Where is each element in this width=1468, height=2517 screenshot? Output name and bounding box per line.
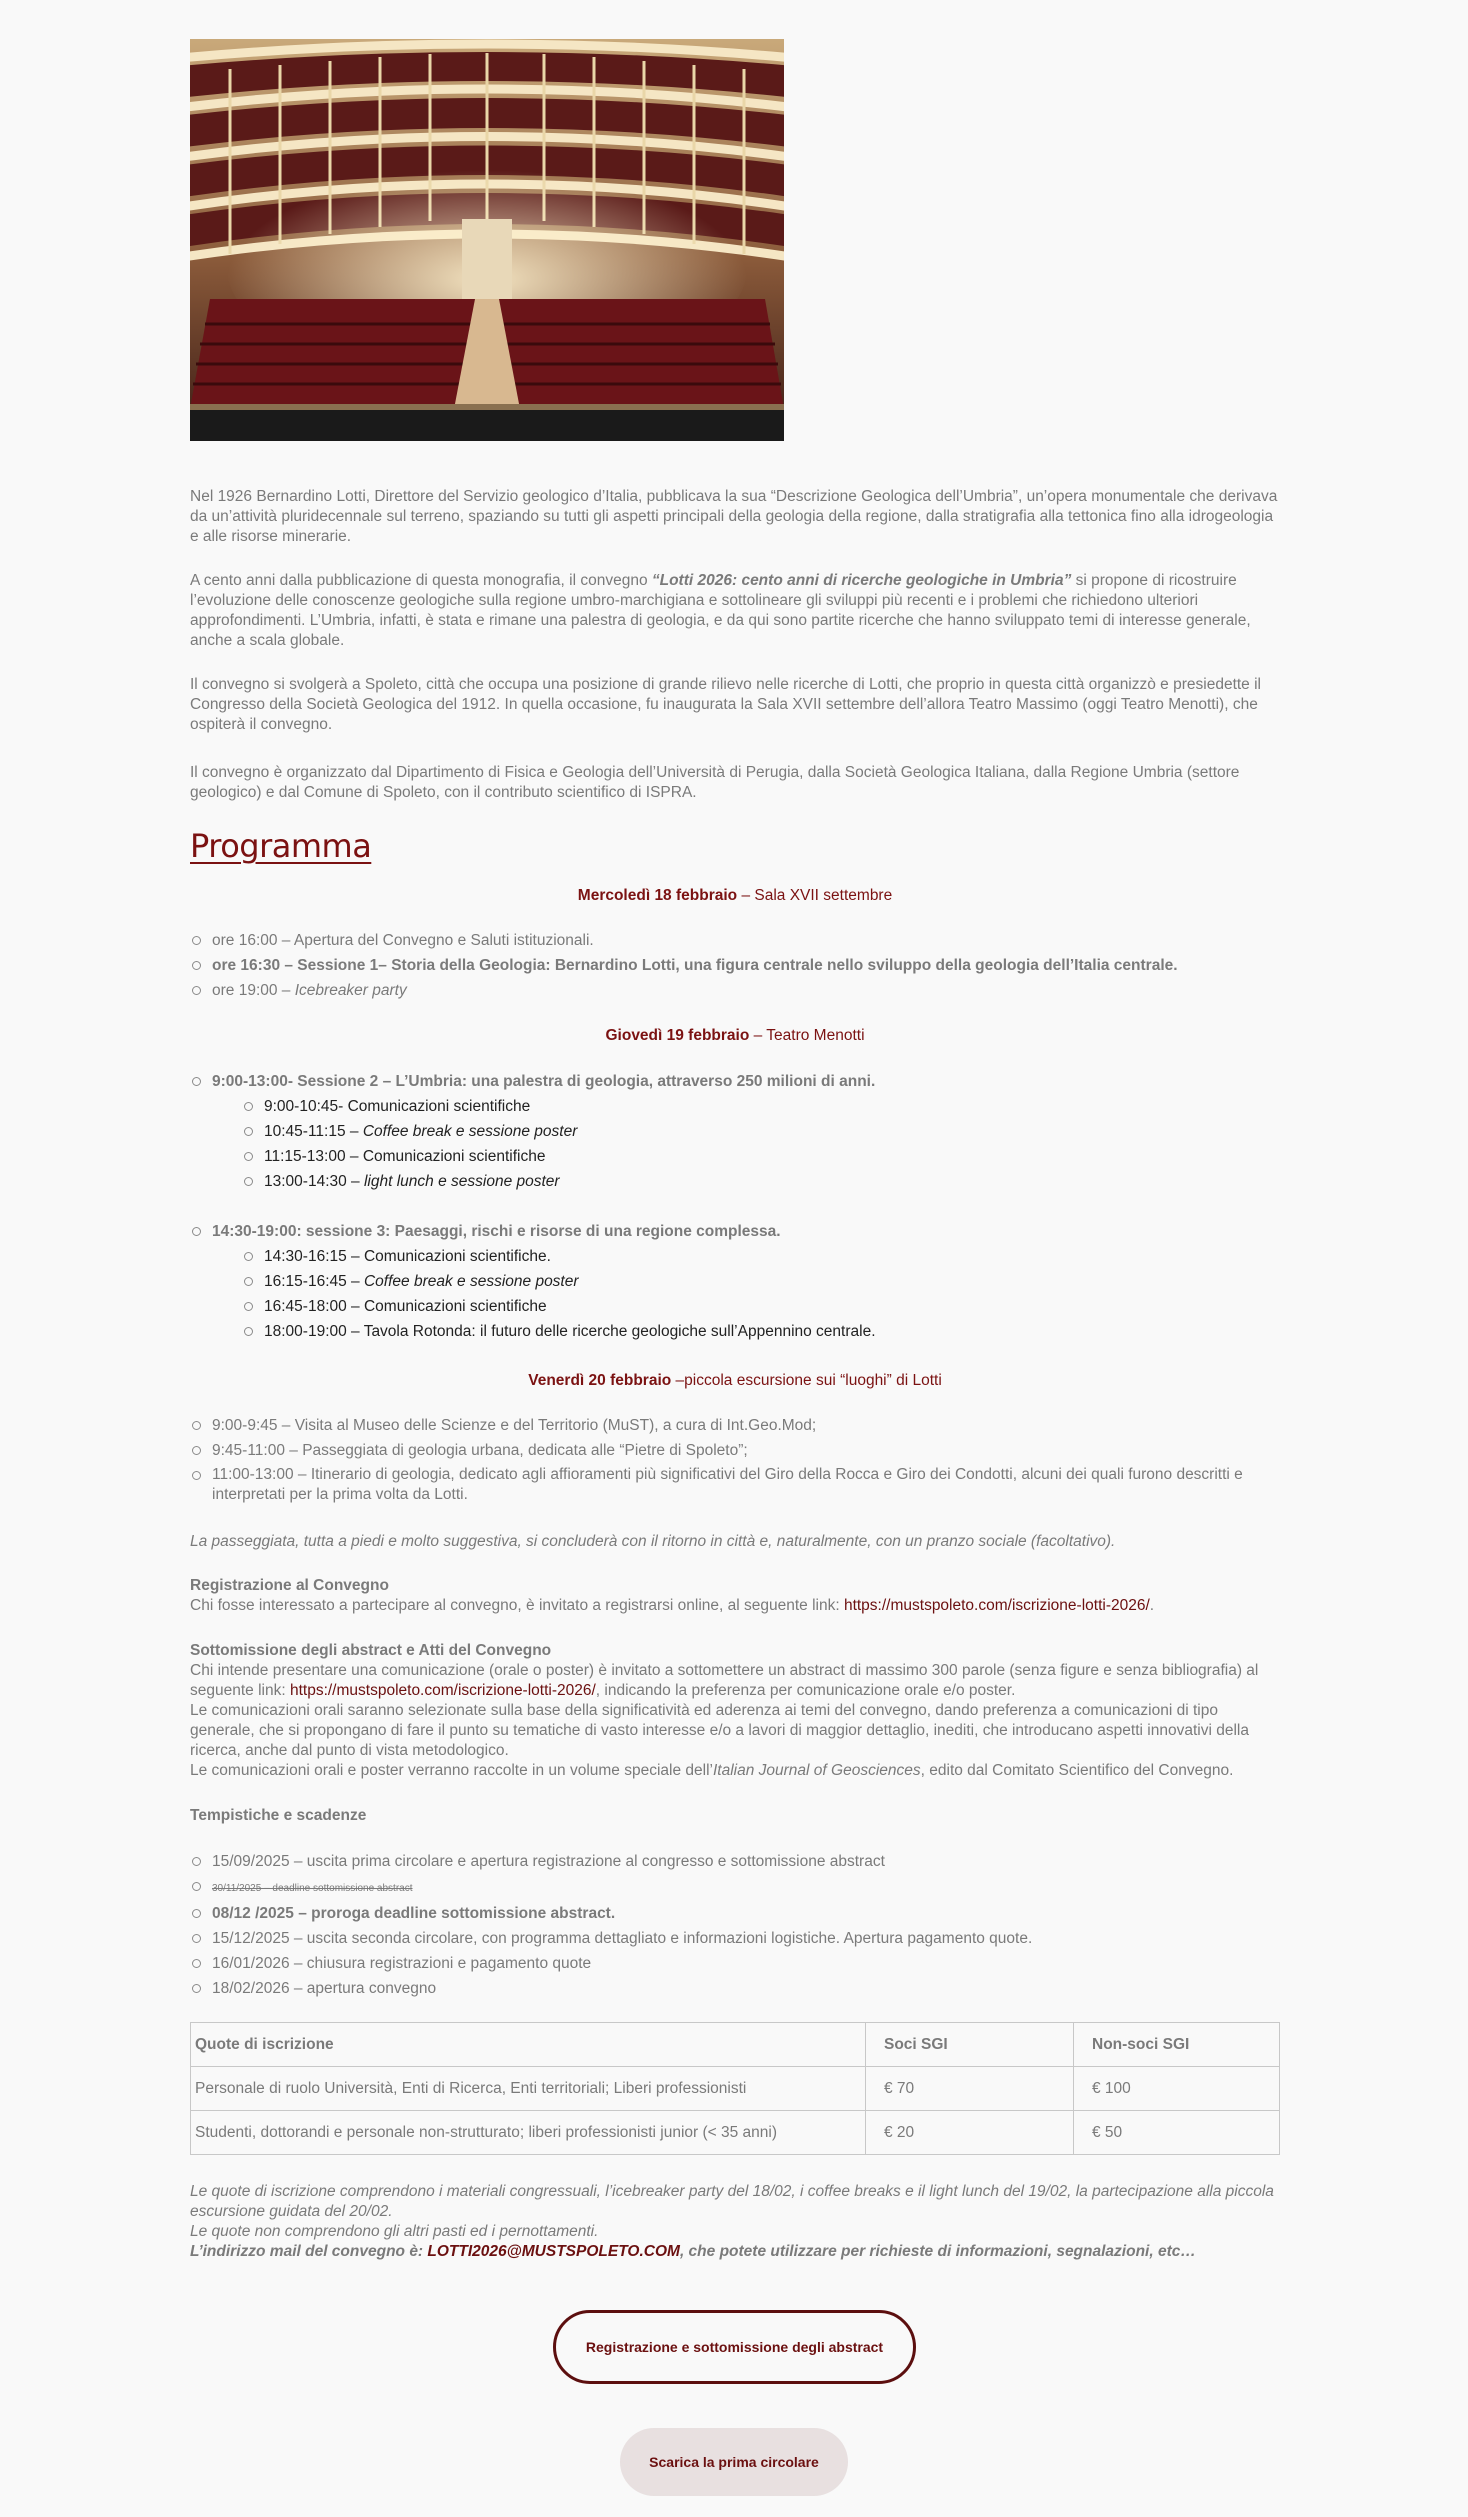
- day3-list: [190, 1413, 1280, 1505]
- walk-note-text: La passeggiata, tutta a piedi e molto suggestiva, si concluderà con il ritorno in città e, naturalmente, con un pranzo sociale (facoltativo).: [190, 1533, 1116, 1550]
- list-item: 15/12/2025 – uscita seconda circolare, con programma dettagliato e informazioni logistiche. Apertura pagamento quote.: [190, 1926, 1280, 1951]
- list-item: 11:15-13:00 – Comunicazioni scientifiche: [242, 1144, 1280, 1169]
- day1-date: Mercoledì 18 febbraio: [577, 887, 738, 904]
- session2-list: [190, 1069, 1280, 1194]
- item-time: 10:45-11:15 –: [264, 1123, 363, 1140]
- list-item: 15/09/2025 – uscita prima circolare e apertura registrazione al congresso e sottomissione abstract: [190, 1849, 1280, 1874]
- abstract-section: [190, 1641, 1280, 1781]
- notes-email-tail: , che potete utilizzare per richieste di informazioni, segnalazioni, etc…: [679, 2243, 1196, 2260]
- day1-list: [190, 928, 1280, 1003]
- abstract-text-1: Chi intende presentare una comunicazione (orale o poster) è invitato a sottomettere un abstract di massimo 300 parole (senza figure e senza bibliografia) al seguente link:: [190, 1662, 1259, 1699]
- abstract-title: Sottomissione degli abstract e Atti del Convegno: [190, 1642, 552, 1659]
- walk-note: [190, 1532, 1280, 1552]
- abstract-text-4: Le comunicazioni orali e poster verranno raccolte in un volume speciale dell’: [190, 1762, 713, 1779]
- register-button[interactable]: Registrazione e sottomissione degli abstract: [553, 2310, 916, 2384]
- session3-title: [190, 1219, 1280, 1344]
- list-item: 9:00-10:45- Comunicazioni scientifiche: [242, 1094, 1280, 1119]
- table-cell: € 70: [866, 2067, 1074, 2111]
- day2-place: – Teatro Menotti: [749, 1027, 865, 1044]
- programma-heading: Programma: [190, 827, 372, 865]
- day1-place: – Sala XVII settembre: [737, 887, 893, 904]
- list-item: 9:45-11:00 – Passeggiata di geologia urbana, dedicata alle “Pietre di Spoleto”;: [190, 1438, 1280, 1463]
- list-item: 14:30-16:15 – Comunicazioni scientifiche.: [242, 1244, 1280, 1269]
- abstract-text-2: , indicando la preferenza per comunicazione orale e/o poster.: [595, 1682, 1016, 1699]
- day3-date: Venerdì 20 febbraio: [528, 1372, 672, 1389]
- session3-sublist: [242, 1244, 1280, 1344]
- list-item: 11:00-13:00 – Itinerario di geologia, dedicato agli affioramenti più significativi del Giro della Rocca e Giro dei Condotti, alcuni dei quali furono descritti e interpretati per la prima volta da Lotti.: [190, 1463, 1280, 1505]
- table-header: Non-soci SGI: [1074, 2023, 1280, 2067]
- item-activity: light lunch e sessione poster: [363, 1173, 560, 1190]
- theatre-photo: [190, 39, 784, 441]
- table-row: [191, 2067, 1280, 2111]
- day1-heading: [190, 886, 1280, 906]
- registration-dot: .: [1149, 1597, 1155, 1614]
- intro-paragraph-2: [190, 571, 1280, 651]
- session2-title: [190, 1069, 1280, 1194]
- item-activity: Coffee break e sessione poster: [362, 1123, 578, 1140]
- list-item: 18:00-19:00 – Tavola Rotonda: il futuro delle ricerche geologiche sull’Appennino centrale.: [242, 1319, 1280, 1344]
- day3-heading: [190, 1371, 1280, 1391]
- deadlines-title: Tempistiche e scadenze: [190, 1807, 367, 1824]
- item-activity: Coffee break e sessione poster: [363, 1273, 579, 1290]
- download-circular-button[interactable]: Scarica la prima circolare: [620, 2428, 848, 2496]
- registration-link[interactable]: https://mustspoleto.com/iscrizione-lotti-2026/: [843, 1597, 1150, 1614]
- table-cell: Studenti, dottorandi e personale non-strutturato; liberi professionisti junior (< 35 anni): [191, 2111, 866, 2155]
- session3-list: [190, 1219, 1280, 1344]
- list-item: ore 16:00 – Apertura del Convegno e Saluti istituzionali.: [190, 928, 1280, 953]
- day3-place: –piccola escursione sui “luoghi” di Lotti: [671, 1372, 942, 1389]
- fees-table: [190, 2022, 1280, 2155]
- table-cell: € 20: [866, 2111, 1074, 2155]
- list-item: [190, 978, 1280, 1003]
- abstract-text-5: , edito dal Comitato Scientifico del Convegno.: [920, 1762, 1234, 1779]
- struck-deadline: 30/11/2025 – deadline sottomissione abstract: [212, 1883, 413, 1894]
- intro-p2-start: A cento anni dalla pubblicazione di questa monografia, il convegno: [190, 572, 652, 589]
- registration-title: Registrazione al Convegno: [190, 1577, 389, 1594]
- table-header: Quote di iscrizione: [191, 2023, 866, 2067]
- fees-notes: [190, 2182, 1280, 2262]
- item-time: 16:15-16:45 –: [264, 1273, 364, 1290]
- session2-sublist: [242, 1094, 1280, 1194]
- item-time: 13:00-14:30 –: [264, 1173, 364, 1190]
- journal-name: Italian Journal of Geosciences: [712, 1762, 921, 1779]
- table-cell: € 50: [1074, 2111, 1280, 2155]
- item-activity: Icebreaker party: [294, 982, 407, 999]
- table-cell: Personale di ruolo Università, Enti di Ricerca, Enti territoriali; Liberi professionisti: [191, 2067, 866, 2111]
- list-item: [242, 1269, 1280, 1294]
- list-item: 9:00-9:45 – Visita al Museo delle Scienze e del Territorio (MuST), a cura di Int.Geo.Mod;: [190, 1413, 1280, 1438]
- registration-text: Chi fosse interessato a partecipare al convegno, è invitato a registrarsi online, al seguente link:: [190, 1597, 844, 1614]
- list-item: 16/01/2026 – chiusura registrazioni e pagamento quote: [190, 1951, 1280, 1976]
- day2-heading: [190, 1026, 1280, 1046]
- list-item: 16:45-18:00 – Comunicazioni scientifiche: [242, 1294, 1280, 1319]
- table-cell: € 100: [1074, 2067, 1280, 2111]
- theatre-illustration: [190, 39, 784, 441]
- conference-title: “Lotti 2026: cento anni di ricerche geologiche in Umbria”: [651, 572, 1072, 589]
- abstract-text-3: Le comunicazioni orali saranno selezionate sulla base della significatività ed aderenza ai temi del convegno, dando preferenza a comunicazioni di tipo generale, che si propongano di fare il punto su tematiche di vasto interesse e/o a lavori di maggior dettaglio, inediti, che introducano aspetti innovativi della ricerca, anche dal punto di vista metodologico.: [190, 1702, 1249, 1759]
- session3-label: 14:30-19:00: sessione 3: Paesaggi, rischi e risorse di una regione complessa.: [212, 1223, 781, 1240]
- table-header: Soci SGI: [866, 2023, 1074, 2067]
- notes-included: Le quote di iscrizione comprendono i materiali congressuali, l’icebreaker party del 18/02, i coffee breaks e il light lunch del 19/02, la partecipazione alla piccola escursione guidata del 20/02.: [190, 2183, 1274, 2220]
- registration-section: [190, 1576, 1280, 1616]
- intro-p2-end: si propone di ricostruire l’evoluzione delle conoscenze geologiche sulla regione umbro-marchigiana e sottolineare gli sviluppi più recenti e i problemi che richiedono ulteriori approfondimenti. L’Umbria, infatti, è stata e rimane una palestra di geologia, e da qui sono partite ricerche che hanno sviluppato temi di interesse generale, anche a scala globale.: [190, 572, 1251, 649]
- notes-email-label: L’indirizzo mail del convegno è:: [190, 2243, 428, 2260]
- list-item: ore 16:30 – Sessione 1– Storia della Geologia: Bernardino Lotti, una figura centrale nello sviluppo della geologia dell’Italia centrale.: [190, 953, 1280, 978]
- list-item: 08/12 /2025 – proroga deadline sottomissione abstract.: [190, 1901, 1280, 1926]
- list-item: [190, 1874, 1280, 1901]
- day2-date: Giovedì 19 febbraio: [605, 1027, 750, 1044]
- deadlines-list: [190, 1849, 1280, 2001]
- intro-paragraph-4: Il convegno è organizzato dal Dipartimento di Fisica e Geologia dell’Università di Perugia, dalla Società Geologica Italiana, dalla Regione Umbria (settore geologico) e dal Comune di Spoleto, con il contributo scientifico di ISPRA.: [190, 764, 1240, 801]
- conference-email-link[interactable]: LOTTI2026@MUSTSPOLETO.COM: [427, 2243, 680, 2260]
- abstract-link[interactable]: https://mustspoleto.com/iscrizione-lotti-2026/: [289, 1682, 596, 1699]
- intro-paragraph-1: Nel 1926 Bernardino Lotti, Direttore del Servizio geologico d’Italia, pubblicava la sua “Descrizione Geologica dell’Umbria”, un’opera monumentale che derivava da un’attività pluridecennale sul terreno, spaziando su tutti gli aspetti principali della geologia della regione, dalla stratigrafia alla tettonica fino alla idrogeologia e alle risorse minerarie.: [190, 488, 1278, 545]
- item-time: ore 19:00 –: [212, 982, 295, 999]
- table-row: [191, 2111, 1280, 2155]
- table-header-row: [191, 2023, 1280, 2067]
- list-item: [242, 1169, 1280, 1194]
- session2-label: 9:00-13:00- Sessione 2 – L’Umbria: una palestra di geologia, attraverso 250 milioni di anni.: [212, 1073, 876, 1090]
- list-item: [242, 1119, 1280, 1144]
- notes-excluded: Le quote non comprendono gli altri pasti ed i pernottamenti.: [190, 2223, 599, 2240]
- intro-paragraph-3: Il convegno si svolgerà a Spoleto, città che occupa una posizione di grande rilievo nelle ricerche di Lotti, che proprio in questa città organizzò e presiedette il Congresso della Società Geologica del 1912. In quella occasione, fu inaugurata la Sala XVII settembre dell’allora Teatro Massimo (oggi Teatro Menotti), che ospiterà il convegno.: [190, 676, 1261, 733]
- list-item: 18/02/2026 – apertura convegno: [190, 1976, 1280, 2001]
